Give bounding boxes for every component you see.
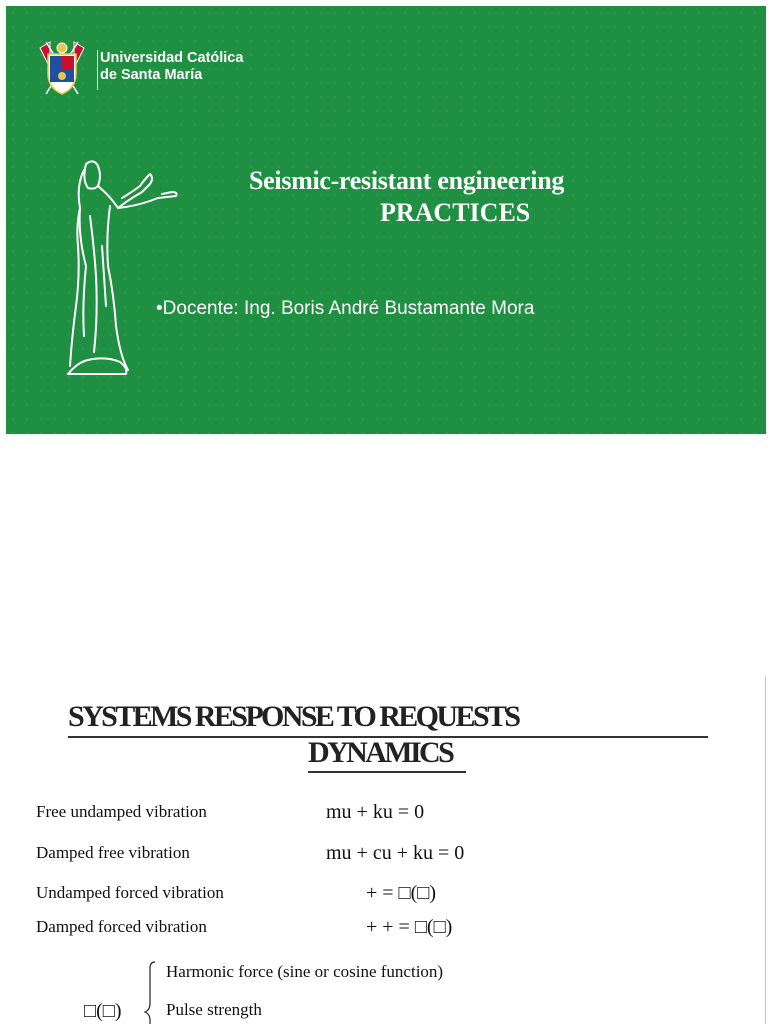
equation-damped-forced: + + = □(□) xyxy=(366,916,453,938)
slide-title-line1: Seismic-resistant engineering xyxy=(249,166,565,195)
section-heading-line1: SYSTEMS RESPONSE TO REQUESTS xyxy=(68,700,519,733)
left-brace-icon xyxy=(144,960,156,1024)
equation-free-undamped: mu + ku = 0 xyxy=(326,801,425,823)
vibration-label-undamped-forced: Undamped forced vibration xyxy=(36,883,224,902)
equation-undamped-forced: + = □(□) xyxy=(366,882,437,904)
force-symbol: □(□) xyxy=(84,1000,122,1022)
heading-underline-2 xyxy=(308,771,466,773)
slide-title-line2: PRACTICES xyxy=(380,198,531,227)
logo-divider xyxy=(97,50,98,90)
title-slide xyxy=(6,6,766,434)
vibration-label-damped-free: Damped free vibration xyxy=(36,843,190,862)
force-type-pulse: Pulse strength xyxy=(166,1000,262,1019)
force-type-harmonic: Harmonic force (sine or cosine function) xyxy=(166,962,444,981)
equation-damped-free: mu + cu + ku = 0 xyxy=(326,842,465,864)
university-name-line2: de Santa María xyxy=(100,67,203,83)
virgin-statue-icon xyxy=(58,156,182,378)
slide-edge xyxy=(765,676,766,1024)
university-name-line1: Universidad Católica xyxy=(100,50,244,66)
vibration-label-damped-forced: Damped forced vibration xyxy=(36,917,207,936)
instructor-line: •Docente: Ing. Boris André Bustamante Mora xyxy=(156,298,535,319)
university-name xyxy=(100,50,243,84)
section-heading-line2: DYNAMICS xyxy=(308,736,453,769)
university-crest-icon xyxy=(34,38,90,98)
vibration-label-free-undamped: Free undamped vibration xyxy=(36,802,207,821)
